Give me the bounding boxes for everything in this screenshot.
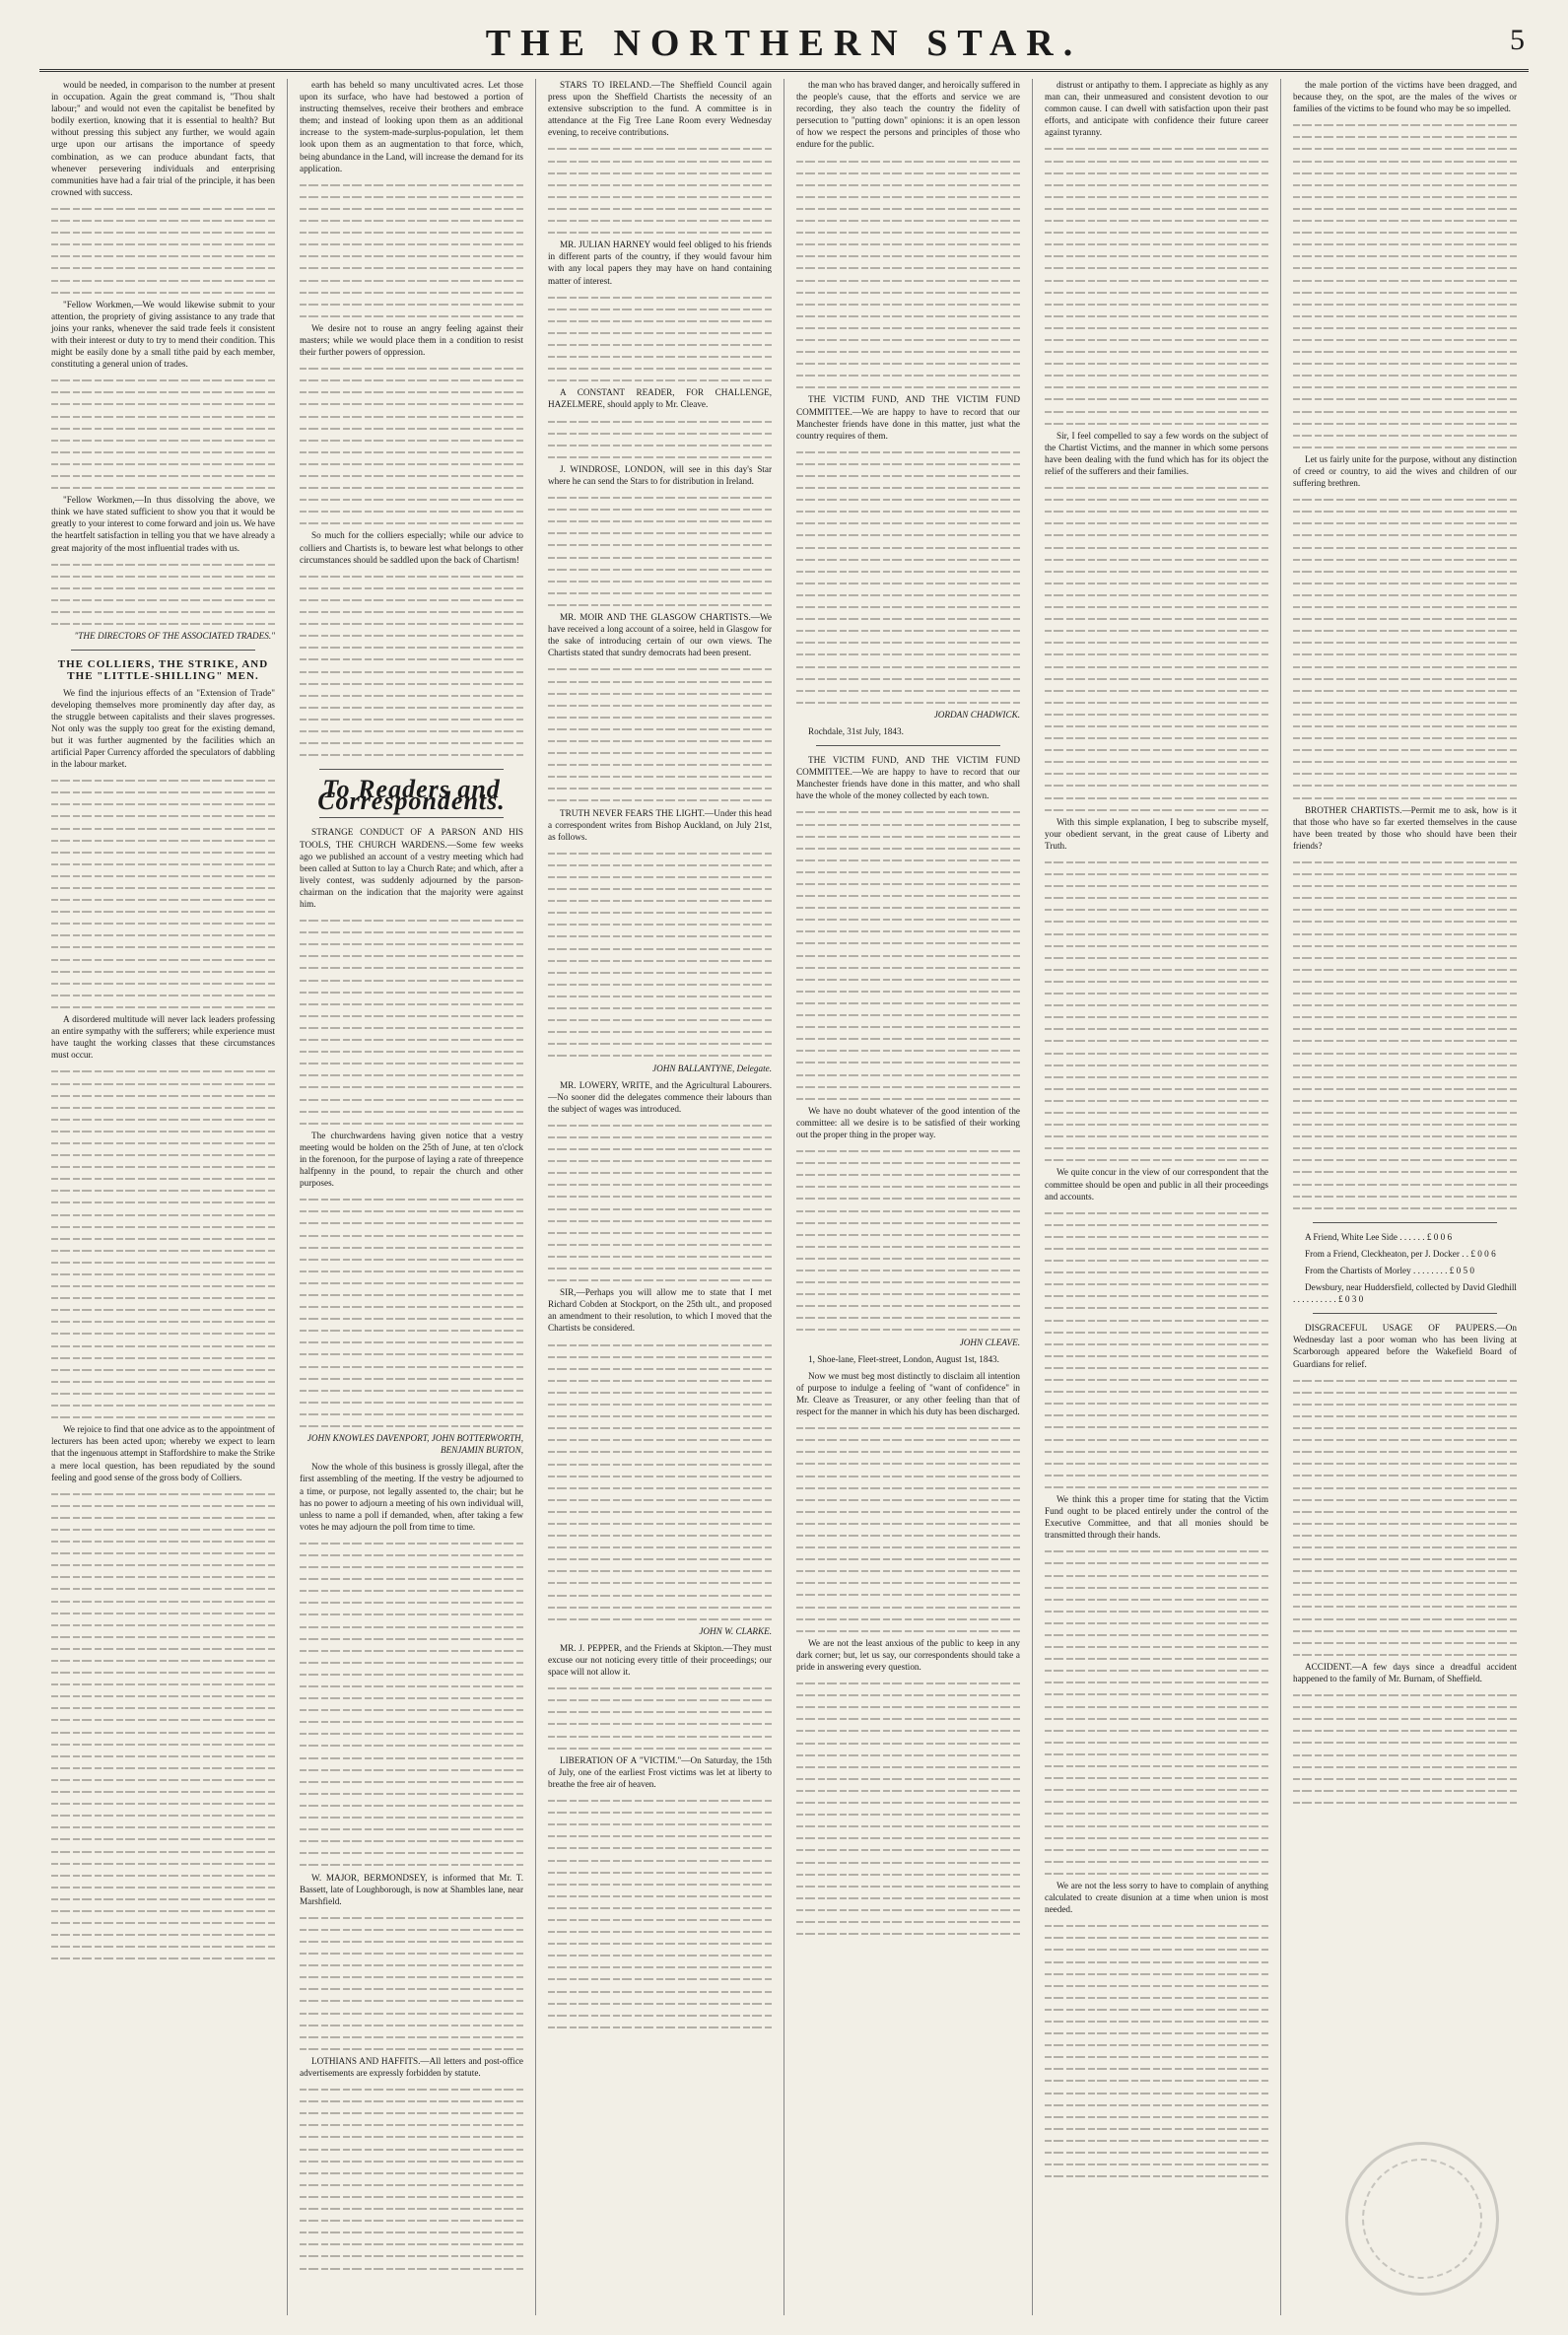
paragraph: BROTHER CHARTISTS.—Permit me to ask, how is it that those who have so far exerted themselves in the cause have been treated by those who should have been their friends? [1293,804,1517,851]
paragraph: STARS TO IRELAND.—The Sheffield Council again press upon the Sheffield Chartists the necessity of an extensive subscription to the fund. A committee is in attendance at the Fig Tree Lane Room every Wednesday evening, to receive contributions. [548,80,772,138]
column-3 [536,79,784,2315]
column-2 [288,79,536,2315]
column-5 [1033,79,1281,2315]
page-number: 5 [1510,24,1525,56]
signature: JOHN KNOWLES DAVENPORT, JOHN BOTTERWORTH, BENJAMIN BURTON, [307,1433,523,1456]
signature: "THE DIRECTORS OF THE ASSOCIATED TRADES." [74,631,275,642]
column-4 [784,79,1033,2315]
columns [39,79,1529,2315]
paragraph: MR. MOIR AND THE GLASGOW CHARTISTS.—We have received a long account of a soiree, held in Glasgow for the sake of introducing certain of our own views. The Chartists stated that sundry democrats had been present. [548,612,772,658]
divider [1313,1222,1497,1223]
paragraph: We desire not to rouse an angry feeling against their masters; while we would place them in a condition to resist their further powers of oppression. [300,322,523,358]
page-title: THE NORTHERN STAR. [485,23,1083,64]
column-6 [1281,79,1529,2315]
paragraph: We quite concur in the view of our correspondent that the committee should be open and public in all their proceedings and accounts. [1045,1167,1268,1202]
article-heading: THE COLLIERS, THE STRIKE, AND THE "LITTLE-SHILLING" MEN. [57,658,269,683]
paragraph: A CONSTANT READER, FOR CHALLENGE, HAZELMERE, should apply to Mr. Cleave. [548,387,772,410]
paragraph: We find the injurious effects of an "Extension of Trade" developing themselves more prominently day after day, as the struggle between capitalists and their slaves progresses. Not only was the supply too great for the existing demand, but it was further augmented by the facilities which an artificial Paper Currency afforded the speculators of dabbling in the labour market. [51,687,275,770]
subscription-row: From the Chartists of Morley . . . . . . . . £ 0 5 0 [1305,1266,1475,1275]
paragraph: MR. JULIAN HARNEY would feel obliged to his friends in different parts of the country, if they would favour him with any local papers they may have on hand containing matter of interest. [548,240,772,286]
divider [319,817,504,818]
subscription-row: Dewsbury, near Huddersfield, collected by David Gledhill . . . . . . . . . . £ 0 3 0 [1293,1282,1517,1305]
paragraph: With this simple explanation, I beg to subscribe myself, your obedient servant, in the great cause of Liberty and Truth. [1045,816,1268,851]
paragraph: THE VICTIM FUND, AND THE VICTIM FUND COMMITTEE.—We are happy to have to record that our Manchester friends have done in this matter, just what the country requires of them. [796,394,1020,441]
divider [816,745,1000,746]
paragraph: SIR,—Perhaps you will allow me to state that I met Richard Cobden at Stockport, on the 25th ult., and proposed an amendment to their resolution, to which I moved that the Chartists be considered. [548,1287,772,1334]
section-banner: To Readers and Correspondents. [317,775,506,816]
paragraph: STRANGE CONDUCT OF A PARSON AND HIS TOOLS, THE CHURCH WARDENS.—Some few weeks ago we published an account of a vestry meeting which had been called at Sutton to lay a Church Rate; and which, after a lively contest, was suddenly adjourned by the parson-chairman on the indication that the majority were against him. [300,827,523,909]
paragraph: We are not the least anxious of the public to keep in any dark corner; but, let us say, our correspondents should take a pride in answering every question. [796,1637,1020,1672]
paragraph: Let us fairly unite for the purpose, without any distinction of creed or country, to aid the wives and children of our suffering brethren. [1293,453,1517,489]
divider [319,769,504,770]
divider [71,650,255,651]
signature: JOHN CLEAVE. [959,1337,1020,1347]
subscription-row: From a Friend, Cleckheaton, per J. Docker . . £ 0 0 6 [1305,1248,1496,1259]
paragraph: TRUTH NEVER FEARS THE LIGHT.—Under this head a correspondent writes from Bishop Auckland, on July 21st, as follows. [548,807,772,842]
paragraph: Now the whole of this business is grossly illegal, after the first assembling of the meeting. If the vestry be adjourned to a time, or purpose, not legally assented to, the chair; but he has no power to adjourn a meeting of his own individual will, unless to name a poll if demanded, when, after taking a few votes he may adjourn the poll from time to time. [300,1462,523,1532]
paragraph: "Fellow Workmen,—In thus dissolving the above, we think we have stated sufficient to show you that it would be greatly to your interest to come forward and join us. We have the heartfelt satisfaction in telling you that we have already a great majority of the most influential trades with us. [51,495,275,553]
paragraph: Now we must beg most distinctly to disclaim all intention of purpose to indulge a feeling of "want of confidence" in Mr. Cleave as Treasurer, or any other feeling than that of respect for the manner in which his duty has been discharged. [796,1370,1020,1417]
dateline: Rochdale, 31st July, 1843. [808,725,904,736]
paragraph: LIBERATION OF A "VICTIM."—On Saturday, the 15th of July, one of the earliest Frost victims was let at liberty to breathe the free air of heaven. [548,1754,772,1789]
paragraph: J. WINDROSE, LONDON, will see in this day's Star where he can send the Stars to for distribution in Ireland. [548,463,772,486]
paragraph: the man who has braved danger, and heroically suffered in the people's cause, that the efforts and service we are recording, they also teach the country the fidelity of persecution to "putting down" opinions: it is an open lesson of how we respect the persons and principles of those who endure for the public. [796,80,1020,150]
paragraph: A disordered multitude will never lack leaders professing an entire sympathy with the sufferers; while experience must have taught the working classes that these circumstances must occur. [51,1014,275,1061]
paragraph: We are not the less sorry to have to complain of anything calculated to create disunion at a time when union is most needed. [1045,1880,1268,1915]
paragraph: would be needed, in comparison to the number at present in occupation. Again the great command is, "Thou shalt labour;" and would not even the capitalist be benefited by bodily exertion, knowing that it is essential to health? But without pressing this subject any further, we would again urge upon our artisans the importance of speedy combination, as we can produce abundant facts, that whenever persevering individuals and enterprising communities have had a fair trial of the principle, it has been crowned with success. [51,80,275,197]
paragraph: W. MAJOR, BERMONDSEY, is informed that Mr. T. Bassett, late of Loughborough, is now at Shambles lane, near Marshfield. [300,1872,523,1906]
subscription-row: A Friend, White Lee Side . . . . . . £ 0 0 6 [1305,1231,1453,1242]
paragraph: LOTHIANS AND HAFFITS.—All letters and post-office advertisements are expressly forbidden by statute. [300,2055,523,2078]
paragraph: "Fellow Workmen,—We would likewise submit to your attention, the propriety of giving assistance to any trade that joins your ranks, whenever the said trade feels it consistent with their interest or duty to try to mend their condition. This might be easily done by a small tithe paid by each member, constituting a general union of trades. [51,299,275,370]
paragraph: distrust or antipathy to them. I appreciate as highly as any man can, their unmeasured and consistent devotion to our common cause. I can dwell with satisfaction upon their past efforts, and anticipate with confidence their future career against tyranny. [1045,80,1268,138]
divider [1313,1313,1497,1314]
paragraph: DISGRACEFUL USAGE OF PAUPERS.—On Wednesday last a poor woman who has been living at Scarborough appeared before the Wakefield Board of Guardians for relief. [1293,1323,1517,1369]
column-1 [39,79,288,2315]
signature: JOHN W. CLARKE. [699,1625,772,1636]
paragraph: The churchwardens having given notice that a vestry meeting would be holden on the 25th of June, at ten o'clock in the forenoon, for the purpose of laying a rate of threepence halfpenny in the pound, to repair the church and other purposes. [300,1130,523,1189]
paragraph: THE VICTIM FUND, AND THE VICTIM FUND COMMITTEE.—We are happy to have to record that our Manchester friends have done in this matter, and who shall have the whole of the money collected by each town. [796,755,1020,801]
paragraph: Sir, I feel compelled to say a few words on the subject of the Chartist Victims, and the manner in which some persons have been dealing with the fund which has for its object the relief of the sufferers and their families. [1045,430,1268,476]
paragraph: ACCIDENT.—A few days since a dreadful accident happened to the family of Mr. Burnam, of Sheffield. [1293,1661,1517,1683]
paragraph: MR. LOWERY, WRITE, and the Agricultural Labourers.—No sooner did the delegates commence their labours than the subject of wages was introduced. [548,1079,772,1114]
masthead [39,18,1529,72]
paragraph: We have no doubt whatever of the good intention of the committee: all we desire is to be satisfied of their working out the proper thing in the proper way. [796,1105,1020,1139]
signature: JOHN BALLANTYNE, Delegate. [652,1063,772,1073]
paragraph: MR. J. PEPPER, and the Friends at Skipton.—They must excuse our not noticing every tittle of their proceedings; our space will not allow it. [548,1642,772,1678]
paragraph: earth has beheld so many uncultivated acres. Let those upon its surface, who have had bestowed a portion of instructing themselves, receive their brothers and embrace them; and instead of looking upon them as an additional increase to the system-made-surplus-population, let them look upon them as an augmentation to that force, which, being abundance in the Land, will increase the demand for its application. [300,80,523,173]
dateline: 1, Shoe-lane, Fleet-street, London, August 1st, 1843. [808,1353,999,1364]
paragraph: So much for the colliers especially; while our advice to colliers and Chartists is, to beware lest what belongs to other circumstances should be saddled upon the back of Chartism! [300,530,523,565]
signature: JORDAN CHADWICK. [933,709,1020,720]
paragraph: the male portion of the victims have been dragged, and because they, on the spot, are the males of the wives or families of the victims to be found who may be so impelled. [1293,80,1517,114]
paragraph: We rejoice to find that one advice as to the appointment of lecturers has been acted upon; whereby we expect to learn that the ingenuous attempt in Staffordshire to make the Strike a mere local question, has been repudiated by the sound feeling and good sense of the gross body of Colliers. [51,1424,275,1482]
paragraph: We think this a proper time for stating that the Victim Fund ought to be placed entirely under the control of the Executive Committee, and that all monies should be transmitted through their hands. [1045,1493,1268,1541]
